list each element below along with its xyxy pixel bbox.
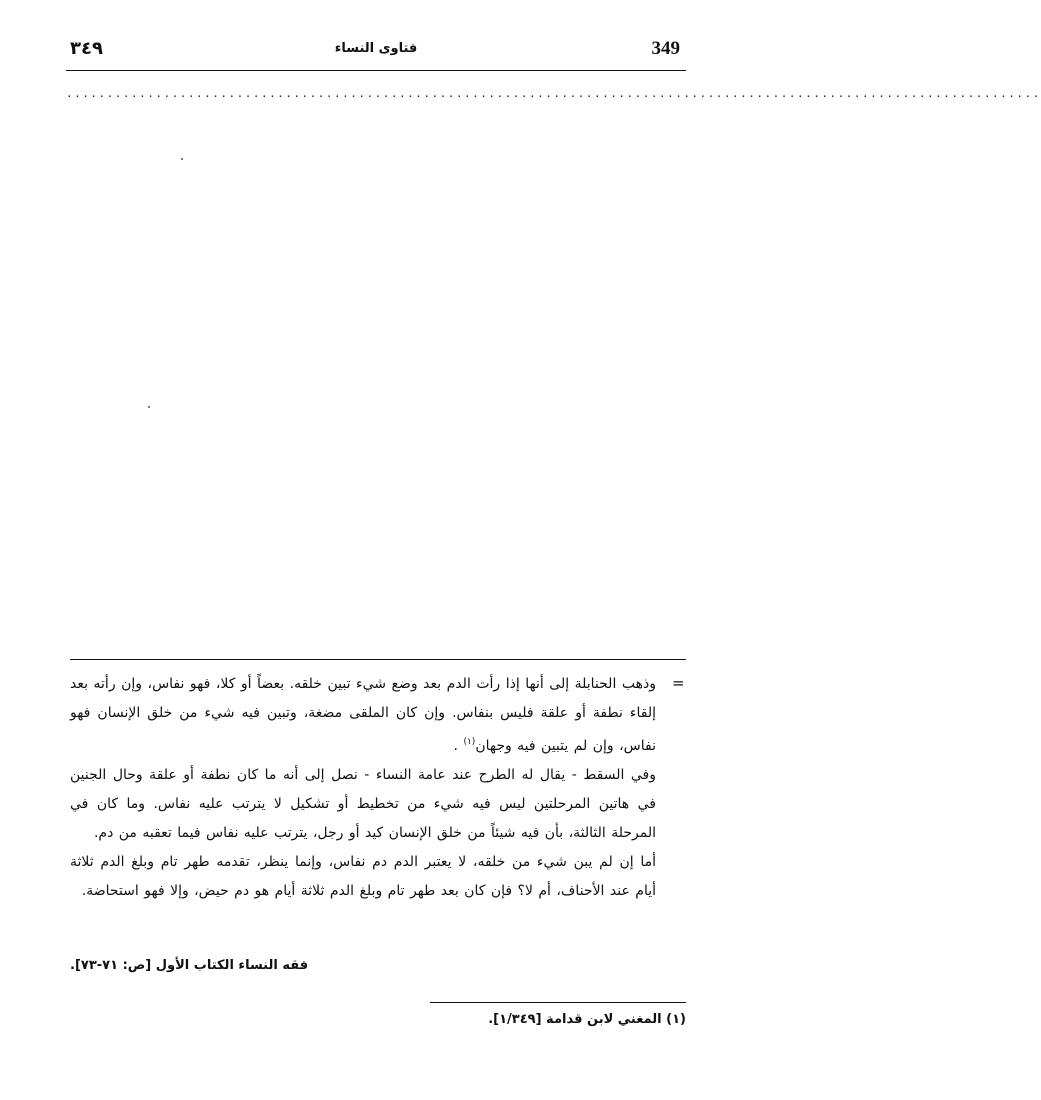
paragraph-text: وذهب الحنابلة إلى أنها إذا رأت الدم بعد وضع شيء تبين خلقه. بعضاً أو كلا، فهو نفاس، وإن رأته بعد إلقاء نطفة أو علقة فليس بنفاس. وإن كان الملقى مضغة، وتبين فيه شيء من خلق الإنسان فهو نفاس، وإن لم يتبين فيه وجهان bbox=[70, 676, 656, 754]
paragraph-tail: . bbox=[453, 738, 464, 754]
page-number-latin: 349 bbox=[651, 38, 680, 59]
paragraph: وفي السقط - يقال له الطرح عند عامة النساء - نصل إلى أنه ما كان نطفة أو علقة وحال الجنين في هاتين المرحلتين ليس فيه شيء من تخطيط أو تشكيل لا يترتب عليه نفاس. وما كان في المرحلة الثالثة، بأن فيه شيئاً من خلق الإنسان كيد أو رجل، يترتب عليه نفاس فيما تعقبه من دم. bbox=[70, 767, 656, 841]
continuation-marker: = bbox=[672, 674, 685, 692]
page-number-arabic: ٣٤٩ bbox=[70, 38, 103, 59]
footnote-rule bbox=[430, 1002, 686, 1003]
paragraph bbox=[70, 670, 656, 761]
paragraph: أما إن لم يبن شيء من خلقه، لا يعتبر الدم دم نفاس، وإنما ينظر، تقدمه طهر تام وبلغ الدم ثلاثة أيام عند الأحناف، أم لا؟ فإن كان بعد طهر تام وبلغ الدم ثلاثة أيام هو دم حيض، وإلا فهو استحاضة. bbox=[70, 854, 656, 899]
footnote: (١) المغني لابن قدامة [١/٣٤٩]. bbox=[488, 1012, 686, 1027]
body-text bbox=[70, 670, 656, 906]
source-citation: فقه النساء الكتاب الأول [ص: ٧١-٧٣]. bbox=[70, 958, 309, 973]
page-header bbox=[66, 36, 686, 71]
footnote-reference: (١) bbox=[463, 737, 476, 747]
running-title: فتاوى النساء bbox=[334, 41, 418, 56]
scan-speck bbox=[181, 158, 183, 160]
scan-speck bbox=[148, 406, 150, 408]
dot-leader: ........................................................................................................................ bbox=[66, 87, 1041, 100]
footnote-separator-rule bbox=[70, 659, 686, 660]
